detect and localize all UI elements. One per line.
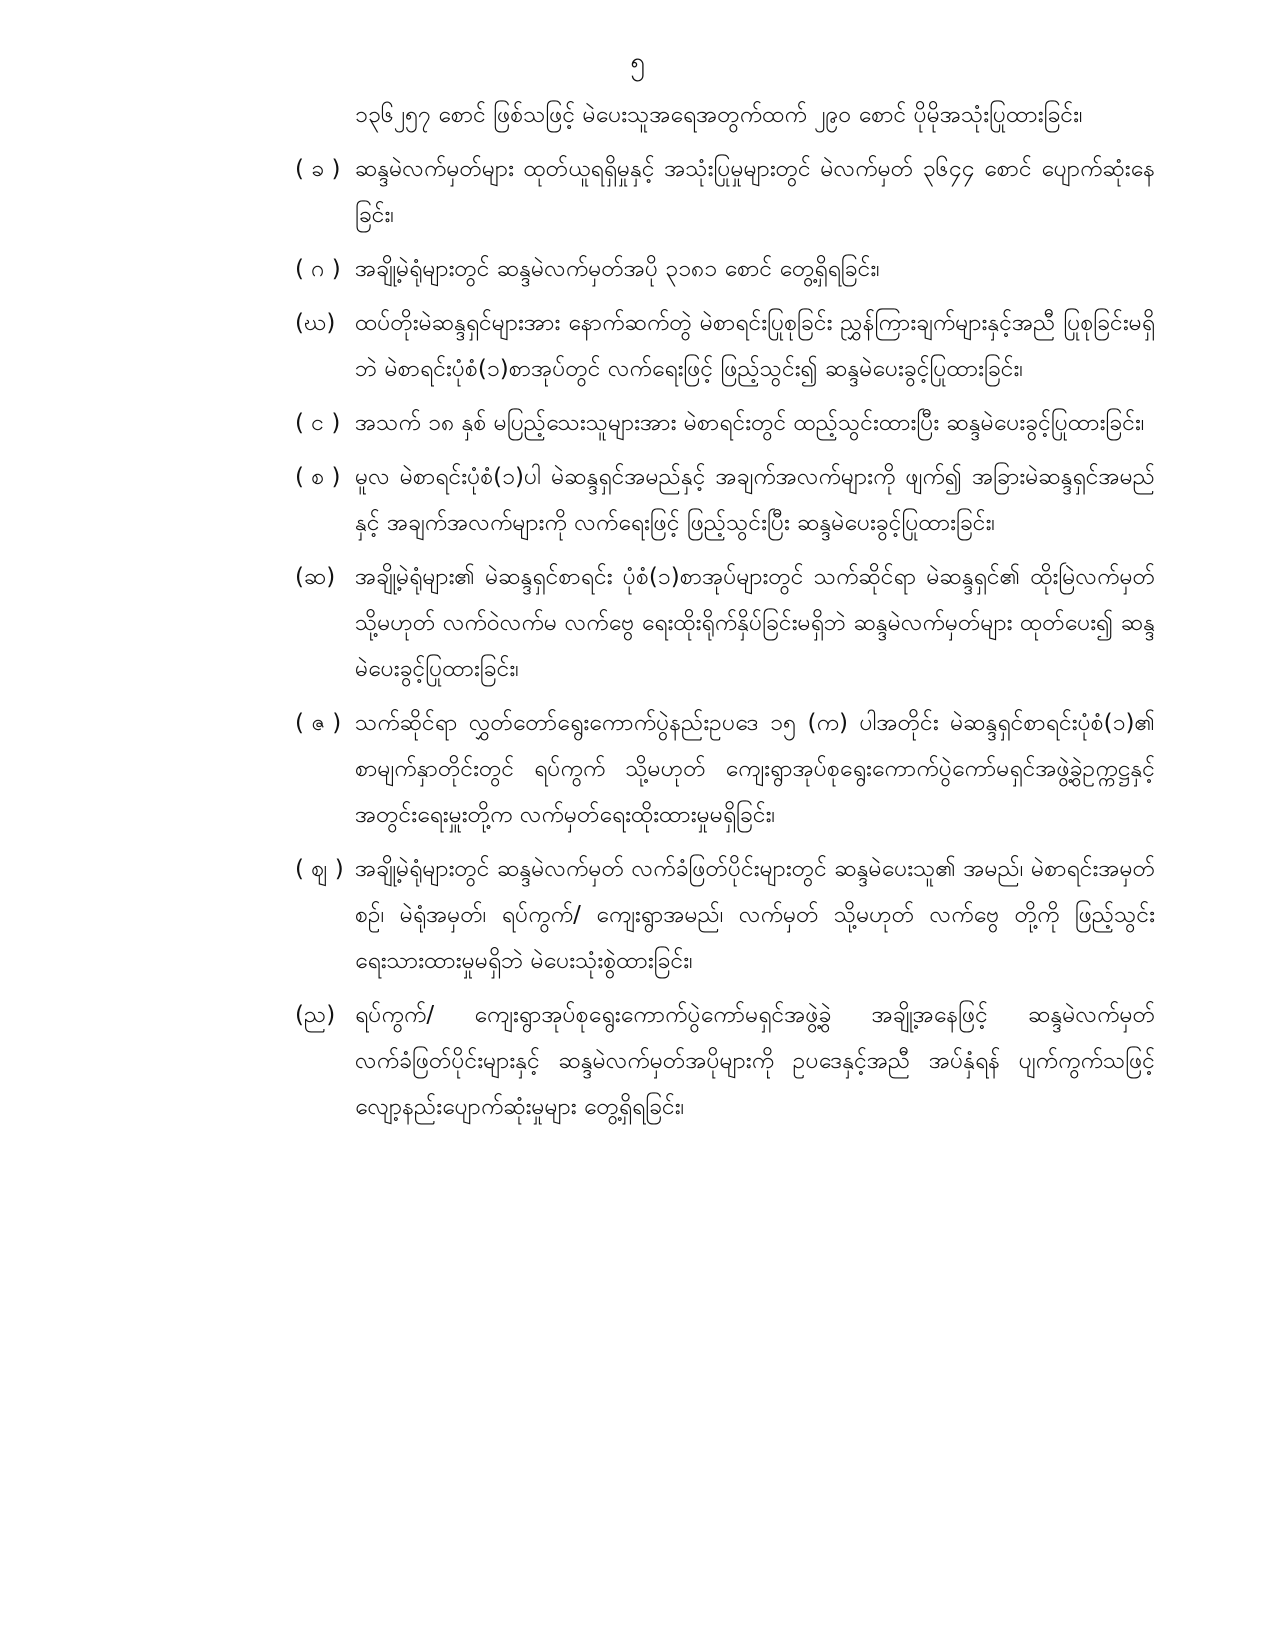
- list-item: [295, 700, 1155, 838]
- document-body: [295, 92, 1155, 1130]
- list-item: [295, 992, 1155, 1130]
- list-item-text: အသက် ၁၈ နှစ် မပြည့်သေးသူများအား မဲစာရင်းတွင် ထည့်သွင်းထားပြီး ဆန္ဒမဲပေးခွင့်ပြုထားခြင်း၊: [355, 410, 1145, 436]
- list-item-label: ( စ ): [295, 464, 341, 490]
- list-item-label: (ဆ): [295, 564, 336, 590]
- list-item-label: ( ခ ): [295, 156, 341, 182]
- list-item-label: ( ဇ ): [295, 710, 342, 736]
- list-item-label: ( ဂ ): [295, 256, 341, 282]
- list-item: [295, 454, 1155, 546]
- list-item-text: အချို့မဲရုံများ၏ မဲဆန္ဒရှင်စာရင်း ပုံစံ(၁)စာအုပ်များတွင် သက်ဆိုင်ရာ မဲဆန္ဒရှင်၏ ထိုးမြဲလက်မှတ် သို့မဟုတ် လက်ဝဲလက်မ လက်ဗွေ ရေးထိုးရိုက်နှိပ်ခြင်းမရှိဘဲ ဆန္ဒမဲလက်မှတ်များ ထုတ်ပေး၍ ဆန္ဒမဲပေးခွင့်ပြုထားခြင်း၊: [355, 564, 1155, 682]
- list-item-label: ( င ): [295, 410, 341, 436]
- list-item: [295, 146, 1155, 238]
- list-item-text: အချို့မဲရုံများတွင် ဆန္ဒမဲလက်မှတ်အပို ၃၁၈၁ စောင် တွေ့ရှိရခြင်း၊: [355, 256, 880, 282]
- continuation-paragraph: ၁၃၆၂၅၇ စောင် ဖြစ်သဖြင့် မဲပေးသူအရေအတွက်ထက် ၂၉၀ စောင် ပိုမိုအသုံးပြုထားခြင်း၊: [355, 102, 1083, 128]
- list-item-label: ( ဈ ): [295, 856, 344, 882]
- list-item-text: ရပ်ကွက်/ ကျေးရွာအုပ်စုရွေးကောက်ပွဲကော်မရှင်အဖွဲ့ခွဲ အချို့အနေဖြင့် ဆန္ဒမဲလက်မှတ်လက်ခံဖြတ်ပိုင်းများနှင့် ဆန္ဒမဲလက်မှတ်အပိုများကို ဥပဒေနှင့်အညီ အပ်နှံရန် ပျက်ကွက်သဖြင့် လျော့နည်းပျောက်ဆုံးမှုများ တွေ့ရှိရခြင်း၊: [355, 1002, 1155, 1120]
- list-item-label: (ဃ): [295, 310, 336, 336]
- list-item-text: ထပ်တိုးမဲဆန္ဒရှင်များအား နောက်ဆက်တွဲ မဲစာရင်းပြုစုခြင်း ညွှန်ကြားချက်များနှင့်အညီ ပြုစုခြင်းမရှိဘဲ မဲစာရင်းပုံစံ(၁)စာအုပ်တွင် လက်ရေးဖြင့် ဖြည့်သွင်း၍ ဆန္ဒမဲပေးခွင့်ပြုထားခြင်း၊: [355, 310, 1155, 382]
- list-item-label: (ည): [295, 1002, 336, 1028]
- list-item-text: ဆန္ဒမဲလက်မှတ်များ ထုတ်ယူရရှိမှုနှင့် အသုံးပြုမှုများတွင် မဲလက်မှတ် ၃၆၄၄ စောင် ပျောက်ဆုံးနေခြင်း၊: [355, 156, 1155, 228]
- list-item-text: အချို့မဲရုံများတွင် ဆန္ဒမဲလက်မှတ် လက်ခံဖြတ်ပိုင်းများတွင် ဆန္ဒမဲပေးသူ၏ အမည်၊ မဲစာရင်းအမှတ်စဉ်၊ မဲရုံအမှတ်၊ ရပ်ကွက်/ ကျေးရွာအမည်၊ လက်မှတ် သို့မဟုတ် လက်ဗွေ တို့ကို ဖြည့်သွင်းရေးသားထားမှုမရှိဘဲ မဲပေးသုံးစွဲထားခြင်း၊: [355, 856, 1155, 974]
- list-item-text: မူလ မဲစာရင်းပုံစံ(၁)ပါ မဲဆန္ဒရှင်အမည်နှင့် အချက်အလက်များကို ဖျက်၍ အခြားမဲဆန္ဒရှင်အမည်နှင့် အချက်အလက်များကို လက်ရေးဖြင့် ဖြည့်သွင်းပြီး ဆန္ဒမဲပေးခွင့်ပြုထားခြင်း၊: [355, 464, 1155, 536]
- list-item: [295, 554, 1155, 692]
- list-item: [295, 846, 1155, 984]
- page-number: ၅: [630, 47, 645, 77]
- list-item: [295, 246, 1155, 292]
- list-item-text: သက်ဆိုင်ရာ လွှတ်တော်ရွေးကောက်ပွဲနည်းဥပဒေ ၁၅ (က) ပါအတိုင်း မဲဆန္ဒရှင်စာရင်းပုံစံ(၁)၏ စာမျက်နှာတိုင်းတွင် ရပ်ကွက် သို့မဟုတ် ကျေးရွာအုပ်စုရွေးကောက်ပွဲကော်မရှင်အဖွဲ့ခွဲဥက္ကဋ္ဌနှင့် အတွင်းရေးမှူးတို့က လက်မှတ်ရေးထိုးထားမှုမရှိခြင်း၊: [355, 710, 1155, 828]
- list-item: [295, 400, 1155, 446]
- list-item: [295, 300, 1155, 392]
